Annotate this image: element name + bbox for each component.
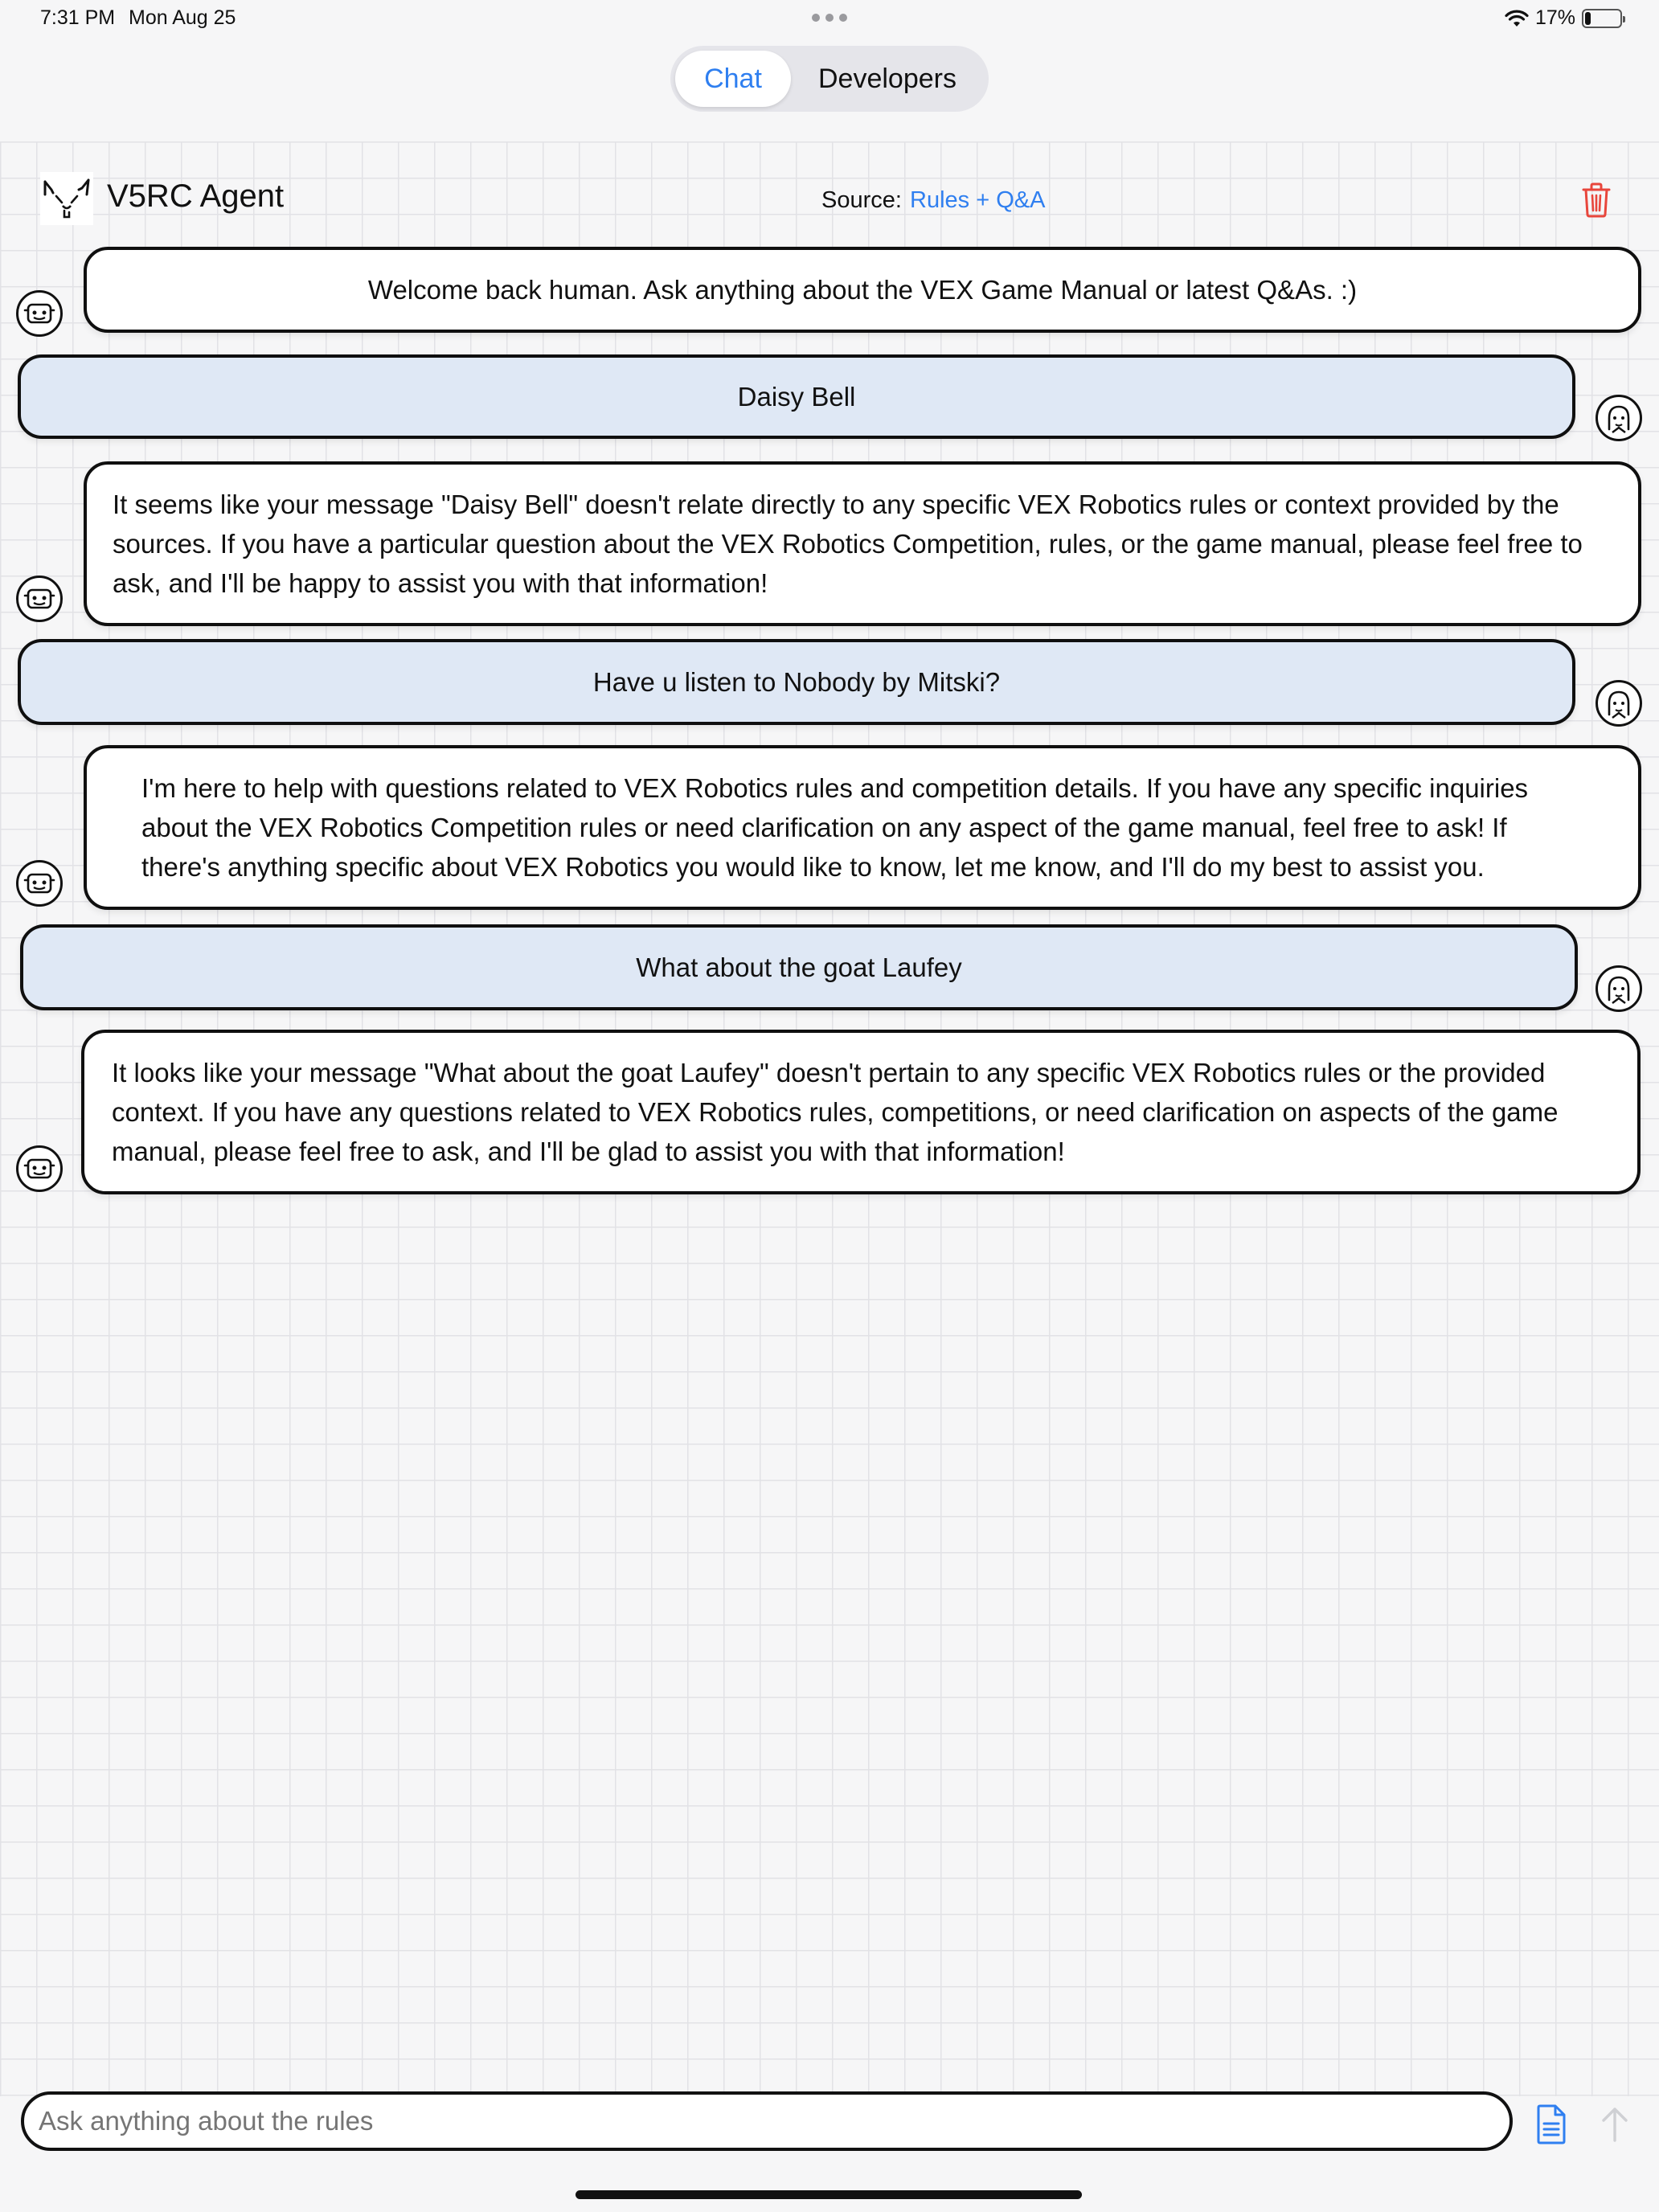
message-text: Welcome back human. Ask anything about the VEX Game Manual or latest Q&As. :) [367,275,1358,305]
status-date: Mon Aug 25 [129,6,236,29]
app-logo-icon [40,172,93,225]
status-indicators [1505,6,1622,30]
user-message [20,924,1578,1010]
document-icon[interactable] [1534,2104,1568,2144]
battery-level [1585,12,1591,25]
message-text: It looks like your message "What about the goat Laufey" doesn't pertain to any specific VEX Robotics rules or the provided context. If you have any questions related to VEX Robotics rules, competitions, or need clarification on aspects of the game manual, please feel free to ask, and I'll be glad to assist you with that information! [112,1058,1559,1166]
message-text: What about the goat Laufey [636,952,962,982]
send-arrow-icon[interactable] [1598,2105,1632,2144]
wifi-icon [1505,9,1529,28]
agent-message [84,247,1641,333]
source-label: Source: [821,187,902,213]
agent-message [81,1030,1641,1194]
mode-segmented-control [670,46,989,112]
user-avatar-icon [1596,680,1642,727]
status-time: 7:31 PM [40,6,116,29]
agent-message [84,745,1641,910]
tab-chat[interactable]: Chat [675,51,791,107]
message-text: I'm here to help with questions related to VEX Robotics rules and competition details. If you have any specific inquiries about the VEX Robotics Competition rules or need clarification on any aspect of the game manual, feel free to ask! If there's anything specific about VEX Robotics you would like to know, let me know, and I'll do my best to assist you. [141,773,1529,882]
tab-developers[interactable]: Developers [818,63,956,94]
app-title: V5RC Agent [107,178,285,214]
user-message [18,354,1575,439]
agent-message [84,461,1641,626]
user-avatar-icon [1596,965,1642,1012]
message-text: It seems like your message "Daisy Bell" doesn't relate directly to any specific VEX Robotics rules or context provided by the sources. If you have a particular question about the VEX Robotics Competition, rules, or the game manual, please feel free to ask, and I'll be happy to assist you with that information! [113,490,1583,598]
message-text: Daisy Bell [737,382,856,412]
chat-header [0,167,1659,231]
agent-avatar-icon [16,1145,63,1192]
agent-avatar-icon [16,860,63,907]
ask-input[interactable] [21,2091,1513,2151]
source-selector[interactable]: Rules + Q&A [910,187,1046,213]
agent-avatar-icon [16,576,63,622]
battery-percentage: 17% [1534,6,1575,29]
user-avatar-icon [1596,395,1642,441]
status-bar [0,0,1659,40]
battery-icon [1582,9,1622,28]
multitasking-dots-icon[interactable] [812,14,847,22]
message-text: Have u listen to Nobody by Mitski? [592,667,1001,697]
agent-avatar-icon [16,290,63,337]
user-message [18,639,1575,725]
chat-area [0,141,1659,2096]
home-indicator[interactable] [576,2190,1082,2199]
clear-chat-trash-icon[interactable] [1580,182,1612,219]
